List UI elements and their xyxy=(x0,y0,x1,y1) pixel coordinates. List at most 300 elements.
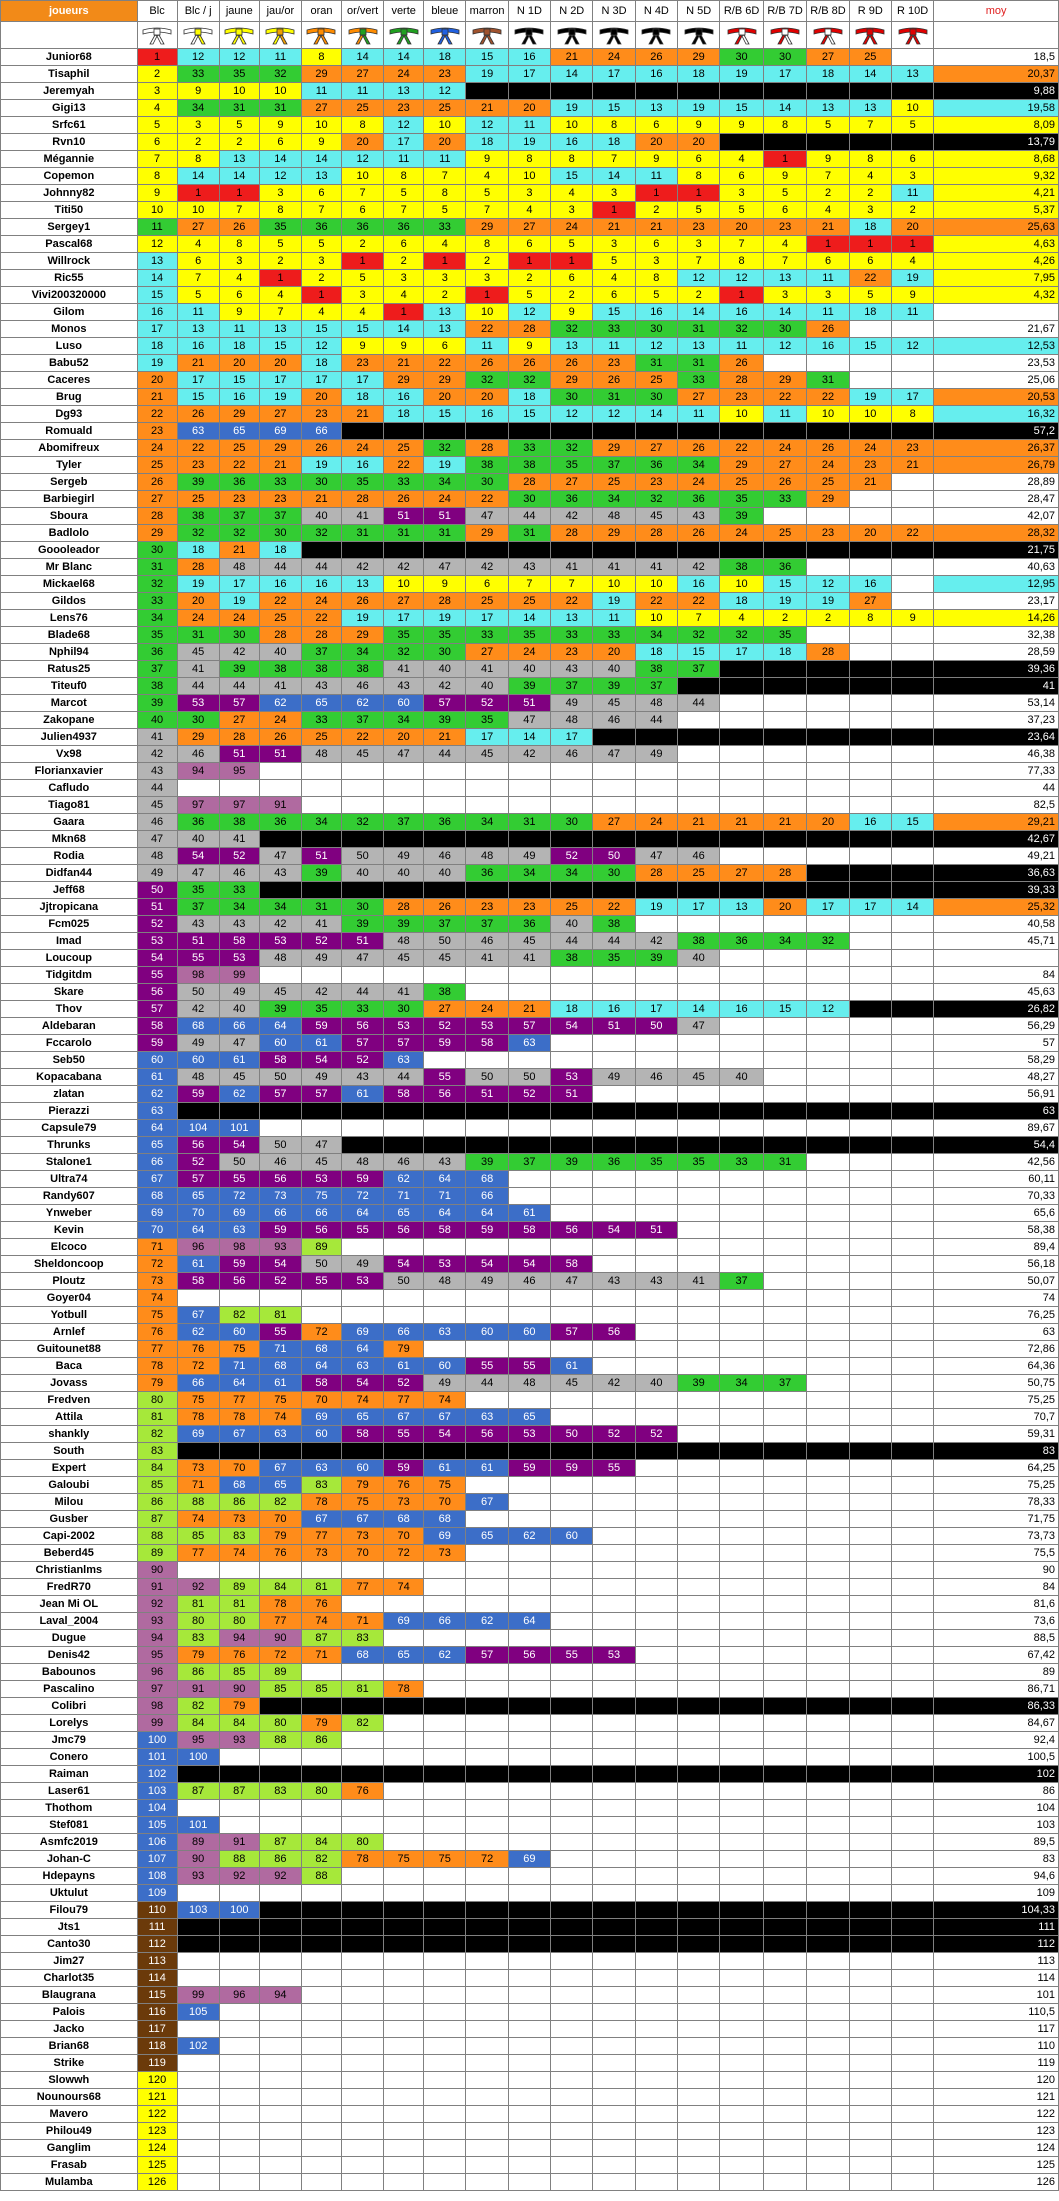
player-name: Gusber xyxy=(1,1511,138,1528)
score-cell xyxy=(302,1749,342,1766)
score-cell: 39 xyxy=(551,1154,593,1171)
score-cell: 66 xyxy=(302,423,342,440)
score-cell xyxy=(508,2140,550,2157)
score-cell: 26 xyxy=(177,406,219,423)
rank-cell: 67 xyxy=(137,1171,177,1188)
score-cell: 73 xyxy=(302,1545,342,1562)
score-cell xyxy=(177,2072,219,2089)
score-cell xyxy=(635,2106,677,2123)
score-cell xyxy=(424,2038,466,2055)
score-cell: 47 xyxy=(466,508,508,525)
score-cell: 32 xyxy=(219,525,259,542)
score-cell xyxy=(807,1817,849,1834)
score-cell: 25 xyxy=(219,440,259,457)
score-cell xyxy=(508,1307,550,1324)
score-cell: 22 xyxy=(259,593,301,610)
score-cell xyxy=(849,2123,891,2140)
score-cell: 46 xyxy=(177,746,219,763)
score-cell xyxy=(807,1375,849,1392)
score-cell xyxy=(508,1715,550,1732)
score-cell xyxy=(720,1494,764,1511)
score-cell: 24 xyxy=(635,814,677,831)
score-cell: 45 xyxy=(424,950,466,967)
score-cell: 78 xyxy=(384,1681,424,1698)
header-col: Blc / j xyxy=(177,1,219,22)
rank-cell: 102 xyxy=(137,1766,177,1783)
player-name: Sboura xyxy=(1,508,138,525)
score-cell: 79 xyxy=(302,1715,342,1732)
score-cell: 24 xyxy=(807,457,849,474)
score-cell: 19 xyxy=(635,899,677,916)
score-cell xyxy=(551,797,593,814)
score-cell xyxy=(259,2089,301,2106)
score-cell xyxy=(424,1664,466,1681)
rank-cell: 17 xyxy=(137,321,177,338)
score-cell: 64 xyxy=(302,1358,342,1375)
score-cell: 51 xyxy=(219,746,259,763)
score-cell: 16 xyxy=(466,406,508,423)
average-cell xyxy=(934,304,1059,321)
score-cell: 24 xyxy=(551,219,593,236)
player-name: Vx98 xyxy=(1,746,138,763)
score-cell: 5 xyxy=(219,117,259,134)
score-cell: 20 xyxy=(384,729,424,746)
score-cell xyxy=(424,1290,466,1307)
score-cell: 64 xyxy=(177,1222,219,1239)
average-cell: 112 xyxy=(934,1936,1059,1953)
rank-cell: 46 xyxy=(137,814,177,831)
score-cell: 26 xyxy=(720,355,764,372)
score-cell xyxy=(720,1732,764,1749)
score-cell: 76 xyxy=(341,1783,383,1800)
score-cell: 49 xyxy=(551,695,593,712)
score-cell xyxy=(891,2021,933,2038)
score-cell xyxy=(302,2140,342,2157)
score-cell: 56 xyxy=(593,1324,635,1341)
score-cell: 60 xyxy=(551,1528,593,1545)
score-cell xyxy=(593,1358,635,1375)
score-cell: 8 xyxy=(849,151,891,168)
score-cell: 99 xyxy=(219,967,259,984)
score-cell xyxy=(508,1392,550,1409)
score-cell: 65 xyxy=(466,1528,508,1545)
score-cell: 12 xyxy=(259,168,301,185)
score-cell xyxy=(678,1392,720,1409)
score-cell: 33 xyxy=(302,712,342,729)
score-cell: 46 xyxy=(219,865,259,882)
score-cell: 22 xyxy=(551,593,593,610)
average-cell: 42,67 xyxy=(934,831,1059,848)
score-cell xyxy=(424,1970,466,1987)
score-cell xyxy=(678,1868,720,1885)
score-cell xyxy=(219,2089,259,2106)
score-cell xyxy=(551,831,593,848)
score-cell: 70 xyxy=(384,1528,424,1545)
table-row xyxy=(1,1120,1059,1137)
score-cell: 78 xyxy=(341,1851,383,1868)
score-cell: 20 xyxy=(341,134,383,151)
score-cell xyxy=(720,2140,764,2157)
score-cell xyxy=(763,1290,807,1307)
score-cell: 45 xyxy=(302,1154,342,1171)
score-cell: 57 xyxy=(219,695,259,712)
score-cell: 19 xyxy=(424,457,466,474)
score-cell xyxy=(466,1579,508,1596)
score-cell xyxy=(720,83,764,100)
score-cell xyxy=(551,1443,593,1460)
score-cell xyxy=(720,1834,764,1851)
score-cell xyxy=(635,882,677,899)
rank-cell: 22 xyxy=(137,406,177,423)
score-cell: 7 xyxy=(508,576,550,593)
average-cell: 23,64 xyxy=(934,729,1059,746)
score-cell xyxy=(678,1358,720,1375)
score-cell xyxy=(341,882,383,899)
score-cell xyxy=(259,1902,301,1919)
score-cell: 3 xyxy=(508,185,550,202)
score-cell xyxy=(466,1817,508,1834)
score-cell: 57 xyxy=(508,1018,550,1035)
score-cell: 8 xyxy=(177,151,219,168)
score-cell xyxy=(635,1715,677,1732)
score-cell: 20 xyxy=(259,355,301,372)
player-name: Mégannie xyxy=(1,151,138,168)
score-cell: 25 xyxy=(177,491,219,508)
score-cell: 23 xyxy=(593,355,635,372)
score-cell: 52 xyxy=(593,1426,635,1443)
score-cell xyxy=(424,2055,466,2072)
score-cell xyxy=(807,1494,849,1511)
score-cell xyxy=(678,763,720,780)
belt-icon xyxy=(141,25,173,45)
average-cell: 90 xyxy=(934,1562,1059,1579)
score-cell: 22 xyxy=(891,525,933,542)
score-cell: 56 xyxy=(384,1222,424,1239)
score-cell: 57 xyxy=(466,1647,508,1664)
belt-cell xyxy=(259,22,301,49)
score-cell xyxy=(849,1783,891,1800)
average-cell: 16,32 xyxy=(934,406,1059,423)
belt-icon xyxy=(683,25,715,45)
score-cell xyxy=(635,2174,677,2191)
score-cell: 20 xyxy=(508,100,550,117)
table-row xyxy=(1,2021,1059,2038)
score-cell: 51 xyxy=(593,1018,635,1035)
score-cell: 61 xyxy=(302,1035,342,1052)
rank-cell: 55 xyxy=(137,967,177,984)
score-cell: 5 xyxy=(259,236,301,253)
table-row xyxy=(1,1069,1059,1086)
rank-cell: 14 xyxy=(137,270,177,287)
score-cell: 52 xyxy=(466,695,508,712)
score-cell xyxy=(635,1766,677,1783)
table-row xyxy=(1,899,1059,916)
average-cell: 4,63 xyxy=(934,236,1059,253)
score-cell: 55 xyxy=(177,950,219,967)
score-cell xyxy=(593,1188,635,1205)
score-cell: 80 xyxy=(341,1834,383,1851)
score-cell: 26 xyxy=(807,321,849,338)
score-cell xyxy=(384,2072,424,2089)
score-cell: 28 xyxy=(302,627,342,644)
score-cell xyxy=(302,1970,342,1987)
score-cell xyxy=(466,83,508,100)
score-cell xyxy=(384,1987,424,2004)
score-cell xyxy=(508,1171,550,1188)
score-cell xyxy=(219,1562,259,1579)
score-cell xyxy=(720,2004,764,2021)
score-cell: 20 xyxy=(635,134,677,151)
score-cell xyxy=(678,984,720,1001)
score-cell: 14 xyxy=(678,1001,720,1018)
score-cell xyxy=(891,831,933,848)
score-cell: 68 xyxy=(466,1171,508,1188)
table-row xyxy=(1,1681,1059,1698)
score-cell: 13 xyxy=(763,270,807,287)
score-cell xyxy=(849,1443,891,1460)
player-name: FredR70 xyxy=(1,1579,138,1596)
rank-cell: 37 xyxy=(137,661,177,678)
score-cell xyxy=(720,1749,764,1766)
score-cell: 28 xyxy=(259,627,301,644)
score-cell: 28 xyxy=(807,644,849,661)
score-cell xyxy=(807,2140,849,2157)
score-cell xyxy=(466,984,508,1001)
score-cell xyxy=(891,763,933,780)
score-cell: 17 xyxy=(259,372,301,389)
score-cell: 68 xyxy=(341,1647,383,1664)
score-cell xyxy=(891,134,933,151)
score-cell: 37 xyxy=(551,678,593,695)
score-cell: 38 xyxy=(678,933,720,950)
score-cell xyxy=(720,967,764,984)
score-cell: 7 xyxy=(807,168,849,185)
score-cell xyxy=(635,984,677,1001)
score-cell: 24 xyxy=(259,712,301,729)
rank-cell: 116 xyxy=(137,2004,177,2021)
score-cell: 48 xyxy=(466,848,508,865)
score-cell xyxy=(891,984,933,1001)
score-cell: 8 xyxy=(384,168,424,185)
score-cell xyxy=(635,1511,677,1528)
rank-cell: 93 xyxy=(137,1613,177,1630)
score-cell: 20 xyxy=(807,814,849,831)
score-cell: 23 xyxy=(678,219,720,236)
score-cell xyxy=(720,1052,764,1069)
score-cell xyxy=(807,1086,849,1103)
score-cell xyxy=(678,1341,720,1358)
table-row xyxy=(1,1749,1059,1766)
score-cell: 30 xyxy=(384,1001,424,1018)
player-name: Colibri xyxy=(1,1698,138,1715)
score-cell xyxy=(259,2055,301,2072)
player-name: Mulamba xyxy=(1,2174,138,2191)
score-cell xyxy=(849,1018,891,1035)
player-name: Jts1 xyxy=(1,1919,138,1936)
score-cell: 23 xyxy=(508,899,550,916)
score-cell: 41 xyxy=(551,559,593,576)
score-cell: 39 xyxy=(424,712,466,729)
score-cell: 35 xyxy=(177,882,219,899)
score-cell xyxy=(891,933,933,950)
score-cell xyxy=(849,1001,891,1018)
score-cell: 2 xyxy=(466,253,508,270)
score-cell xyxy=(424,1137,466,1154)
table-row xyxy=(1,1732,1059,1749)
score-cell: 33 xyxy=(508,440,550,457)
score-cell: 33 xyxy=(763,491,807,508)
score-cell xyxy=(849,831,891,848)
score-cell: 42 xyxy=(384,559,424,576)
header-col: R/B 8D xyxy=(807,1,849,22)
score-cell: 54 xyxy=(593,1222,635,1239)
score-cell xyxy=(551,2123,593,2140)
score-cell: 20 xyxy=(678,134,720,151)
score-cell: 14 xyxy=(551,66,593,83)
score-cell: 10 xyxy=(424,117,466,134)
score-cell xyxy=(891,1375,933,1392)
score-cell: 25 xyxy=(259,610,301,627)
score-cell: 70 xyxy=(341,1545,383,1562)
score-cell xyxy=(678,1749,720,1766)
score-cell: 19 xyxy=(807,593,849,610)
rank-cell: 54 xyxy=(137,950,177,967)
score-cell: 48 xyxy=(424,1273,466,1290)
score-cell: 21 xyxy=(177,355,219,372)
score-cell: 2 xyxy=(551,287,593,304)
score-cell: 59 xyxy=(177,1086,219,1103)
player-name: Expert xyxy=(1,1460,138,1477)
average-cell: 110,5 xyxy=(934,2004,1059,2021)
average-cell: 57,2 xyxy=(934,423,1059,440)
score-cell xyxy=(466,1834,508,1851)
score-cell xyxy=(849,559,891,576)
score-cell: 90 xyxy=(259,1630,301,1647)
score-cell: 81 xyxy=(341,1681,383,1698)
score-cell: 25 xyxy=(466,593,508,610)
rank-cell: 69 xyxy=(137,1205,177,1222)
score-cell: 18 xyxy=(593,134,635,151)
score-cell: 16 xyxy=(720,304,764,321)
score-cell: 45 xyxy=(508,933,550,950)
average-cell: 81,6 xyxy=(934,1596,1059,1613)
score-cell xyxy=(891,1545,933,1562)
score-cell xyxy=(720,950,764,967)
score-cell xyxy=(849,355,891,372)
score-cell xyxy=(635,1477,677,1494)
score-cell xyxy=(720,1443,764,1460)
score-cell xyxy=(849,1477,891,1494)
score-cell: 34 xyxy=(508,865,550,882)
score-cell xyxy=(720,1392,764,1409)
score-cell xyxy=(807,1273,849,1290)
score-cell xyxy=(177,2123,219,2140)
score-cell: 1 xyxy=(302,287,342,304)
score-cell: 2 xyxy=(384,253,424,270)
score-cell: 24 xyxy=(219,610,259,627)
score-cell xyxy=(302,2038,342,2055)
score-cell: 7 xyxy=(259,304,301,321)
score-cell: 50 xyxy=(341,848,383,865)
table-row xyxy=(1,797,1059,814)
average-cell: 32,38 xyxy=(934,627,1059,644)
score-cell xyxy=(891,1834,933,1851)
score-cell xyxy=(341,2038,383,2055)
score-cell xyxy=(593,1409,635,1426)
score-cell: 8 xyxy=(259,202,301,219)
score-cell xyxy=(891,1766,933,1783)
score-cell xyxy=(763,1970,807,1987)
score-cell xyxy=(635,1324,677,1341)
score-cell: 77 xyxy=(384,1392,424,1409)
score-cell: 27 xyxy=(593,814,635,831)
score-cell xyxy=(763,1783,807,1800)
score-cell xyxy=(763,2072,807,2089)
score-cell: 43 xyxy=(593,1273,635,1290)
player-name: Loucoup xyxy=(1,950,138,967)
score-cell: 20 xyxy=(720,219,764,236)
score-cell: 11 xyxy=(593,338,635,355)
player-name: Tidgitdm xyxy=(1,967,138,984)
score-cell: 8 xyxy=(219,236,259,253)
rank-cell: 68 xyxy=(137,1188,177,1205)
score-cell: 37 xyxy=(302,644,342,661)
score-cell: 48 xyxy=(551,712,593,729)
score-cell xyxy=(807,1035,849,1052)
score-cell xyxy=(891,321,933,338)
score-cell: 67 xyxy=(302,1511,342,1528)
rank-cell: 82 xyxy=(137,1426,177,1443)
score-cell xyxy=(891,1239,933,1256)
score-cell xyxy=(384,1885,424,1902)
score-cell: 56 xyxy=(466,1426,508,1443)
score-cell xyxy=(763,2157,807,2174)
score-cell: 65 xyxy=(384,1647,424,1664)
score-cell xyxy=(849,2072,891,2089)
player-name: Rvn10 xyxy=(1,134,138,151)
rank-cell: 8 xyxy=(137,168,177,185)
score-cell: 43 xyxy=(259,865,301,882)
table-row xyxy=(1,389,1059,406)
score-cell: 63 xyxy=(259,1426,301,1443)
score-cell xyxy=(424,797,466,814)
header-blc: Blc xyxy=(137,1,177,22)
score-cell: 27 xyxy=(384,593,424,610)
score-cell xyxy=(635,1256,677,1273)
score-cell: 85 xyxy=(177,1528,219,1545)
score-cell xyxy=(593,1171,635,1188)
score-cell xyxy=(720,1664,764,1681)
score-cell xyxy=(849,1205,891,1222)
score-cell xyxy=(807,950,849,967)
score-cell xyxy=(302,967,342,984)
score-cell xyxy=(891,1392,933,1409)
score-cell: 72 xyxy=(466,1851,508,1868)
score-cell xyxy=(508,763,550,780)
score-cell: 13 xyxy=(259,321,301,338)
score-cell xyxy=(508,1630,550,1647)
score-cell xyxy=(807,848,849,865)
score-cell xyxy=(720,831,764,848)
rank-cell: 76 xyxy=(137,1324,177,1341)
score-cell: 13 xyxy=(720,899,764,916)
score-cell xyxy=(763,848,807,865)
score-cell: 59 xyxy=(424,1035,466,1052)
score-cell: 52 xyxy=(384,1375,424,1392)
table-row xyxy=(1,1205,1059,1222)
score-cell: 51 xyxy=(424,508,466,525)
rank-cell: 126 xyxy=(137,2174,177,2191)
